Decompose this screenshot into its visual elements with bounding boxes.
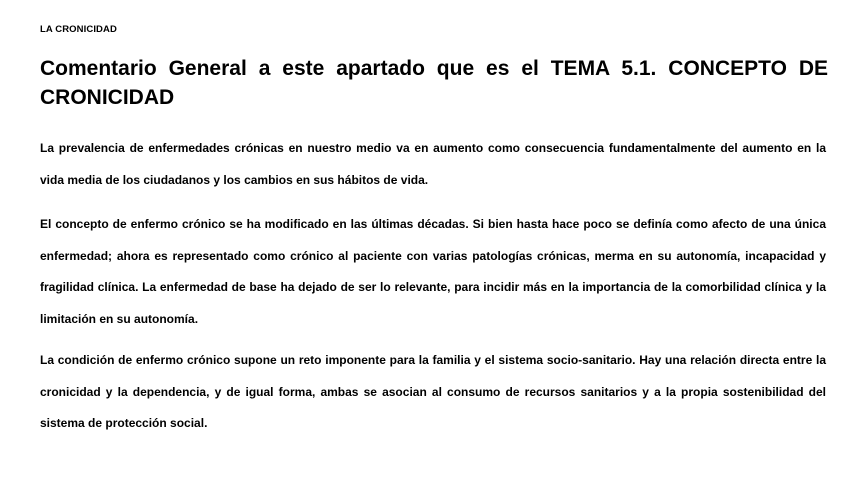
paragraph-prevalence: La prevalencia de enfermedades crónicas en nuestro medio va en aumento como consecuencia fundamentalmente del aumento en la vida media de los ciudadanos y los cambios en sus hábitos de vida. (40, 141, 826, 187)
paragraph-chronic-condition: La condición de enfermo crónico supone un reto imponente para la familia y el sistema socio-sanitario. Hay una relación directa entre la cronicidad y la dependencia, y de igual forma, ambas se asocian al consumo de recursos sanitarios y a la propia sostenibilidad del sistema de protección social. (40, 353, 826, 430)
section-label: LA CRONICIDAD (40, 24, 117, 35)
paragraph-chronic-concept: El concepto de enfermo crónico se ha modificado en las últimas décadas. Si bien hasta hace poco se definía como afecto de una única enfermedad; ahora es representado como crónico al paciente con varias patologías crónicas, merma en su autonomía, incapacidad y fragilidad clínica. La enfermedad de base ha dejado de ser lo relevante, para incidir más en la importancia de la comorbilidad clínica y la limitación en su autonomía. (40, 217, 826, 326)
page-title: Comentario General a este apartado que es el TEMA 5.1. CONCEPTO DE CRONICIDAD (40, 57, 828, 109)
